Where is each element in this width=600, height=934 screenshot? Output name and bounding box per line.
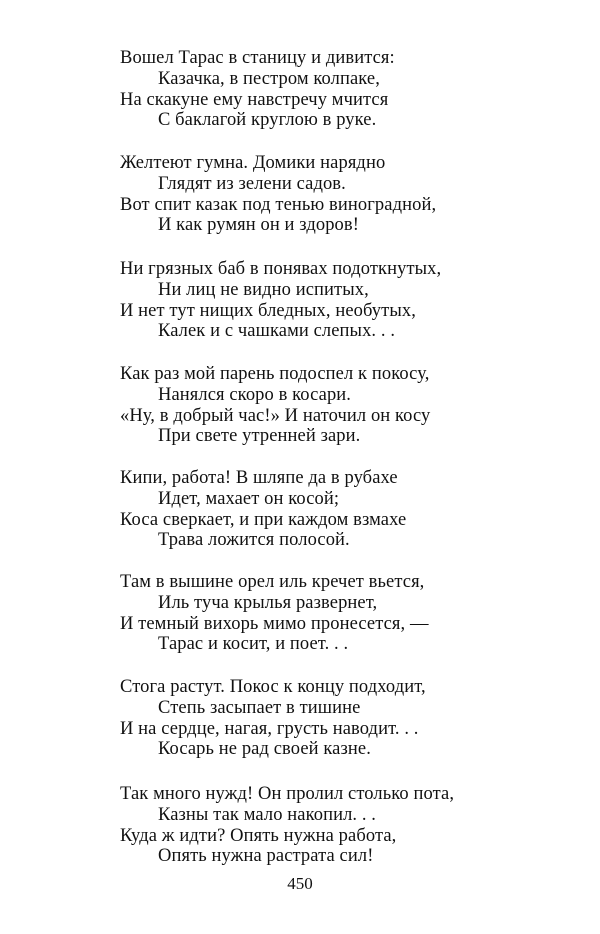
poem-line: Трава ложится полосой. — [158, 530, 350, 551]
stanza-3 — [120, 259, 560, 342]
poem-line: «Ну, в добрый час!» И наточил он косу — [120, 405, 431, 426]
stanza-5 — [120, 468, 560, 551]
poem-line: Казачка, в пестром колпаке, — [158, 68, 380, 89]
poem-line: Иль туча крылья развернет, — [158, 592, 378, 613]
poem-line: Ни грязных баб в понявах подоткнутых, — [120, 259, 442, 279]
stanza-8 — [120, 784, 560, 867]
poem-line: Кипи, работа! В шляпе да в рубахе — [120, 468, 398, 488]
poem-line: Куда ж идти? Опять нужна работа, — [120, 825, 397, 846]
poem-line: Глядят из зелени садов. — [158, 173, 346, 194]
poem-line: Как раз мой парень подоспел к покосу, — [120, 364, 430, 384]
poem-line: Коса сверкает, и при каждом взмахе — [120, 509, 407, 530]
poem-line: Так много нужд! Он пролил столько пота, — [120, 784, 455, 804]
poem-line: Казны так мало накопил. . . — [158, 804, 377, 825]
stanza-4 — [120, 364, 560, 447]
stanza-6 — [120, 572, 560, 655]
poem-line: Вот спит казак под тенью виноградной, — [120, 194, 437, 215]
stanza-1 — [120, 48, 560, 131]
stanza-2 — [120, 153, 560, 236]
poem-line: И темный вихорь мимо пронесется, — — [120, 613, 429, 634]
poem-line: Нанялся скоро в косари. — [158, 384, 352, 405]
poem-line: И на сердце, нагая, грусть наводит. . . — [120, 718, 419, 739]
poem-line: С баклагой круглою в руке. — [158, 110, 377, 131]
page-number: 450 — [287, 874, 313, 893]
poem-line: Там в вышине орел иль кречет вьется, — [120, 572, 425, 592]
poem-line: На скакуне ему навстречу мчится — [120, 89, 389, 110]
poem-line: Вошел Тарас в станицу и дивится: — [120, 48, 395, 68]
poem-line: Опять нужна растрата сил! — [158, 846, 374, 867]
poem-line: Тарас и косит, и поет. . . — [158, 634, 349, 655]
poem-line: Идет, махает он косой; — [158, 488, 340, 509]
poem-line: При свете утренней зари. — [158, 426, 361, 447]
poem-line: Степь засыпает в тишине — [158, 697, 361, 718]
poem-line: И нет тут нищих бледных, необутых, — [120, 300, 416, 321]
poem-line: Косарь не рад своей казне. — [158, 739, 371, 760]
poem-line: Стога растут. Покос к концу подходит, — [120, 677, 426, 697]
poem-line: Калек и с чашками слепых. . . — [158, 321, 396, 342]
poem-line: И как румян он и здоров! — [158, 215, 360, 236]
poem-line: Желтеют гумна. Домики нарядно — [120, 153, 386, 173]
stanza-7 — [120, 677, 560, 760]
poem-line: Ни лиц не видно испитых, — [158, 279, 369, 300]
